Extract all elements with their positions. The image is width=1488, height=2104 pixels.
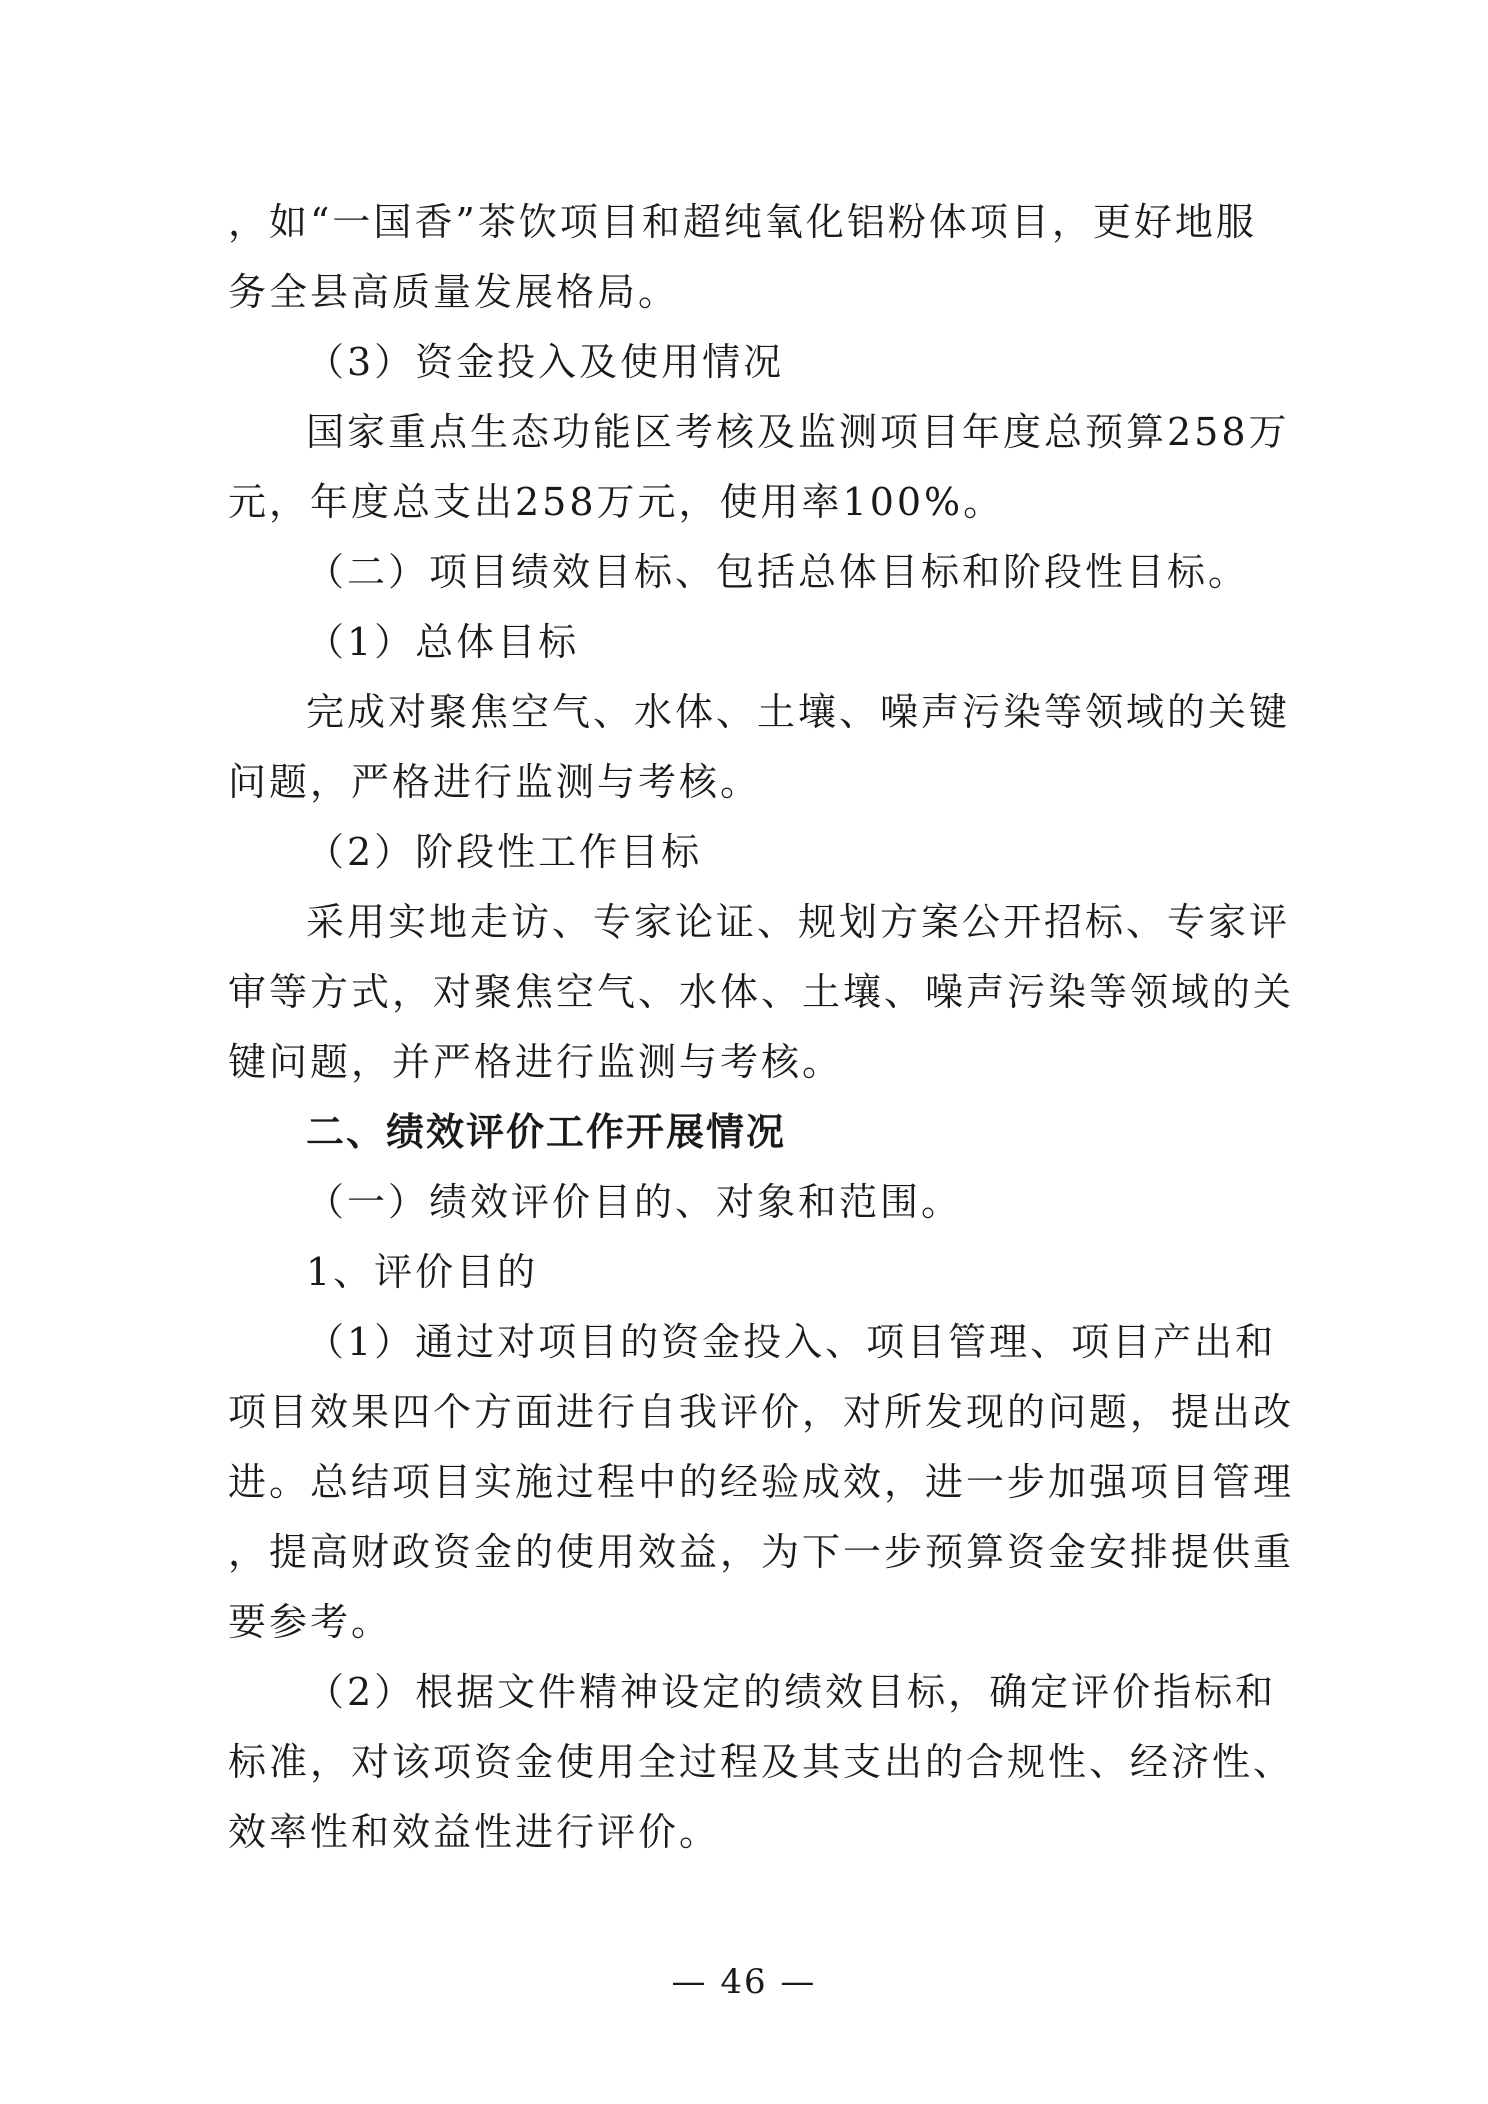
paragraph-line: 标准，对该项资金使用全过程及其支出的合规性、经济性、 (228, 1740, 1295, 1784)
paragraph-line: 要参考。 (228, 1600, 393, 1644)
paragraph-line: ，如“一国香”茶饮项目和超纯氧化铝粉体项目，更好地服 (228, 200, 1257, 244)
paragraph-line: （1）通过对项目的资金投入、项目管理、项目产出和 (306, 1320, 1277, 1364)
subsection-heading: 1、评价目的 (306, 1250, 539, 1294)
paragraph-line: 国家重点生态功能区考核及监测项目年度总预算258万 (306, 410, 1290, 454)
section-heading: 二、绩效评价工作开展情况 (306, 1110, 787, 1154)
subsection-heading: （3）资金投入及使用情况 (306, 340, 785, 384)
paragraph-line: 务全县高质量发展格局。 (228, 270, 680, 314)
paragraph-line: 完成对聚焦空气、水体、土壤、噪声污染等领域的关键 (306, 690, 1291, 734)
subsection-heading: （1）总体目标 (306, 620, 580, 664)
subsection-heading: （一）绩效评价目的、对象和范围。 (306, 1180, 963, 1224)
paragraph-line: 问题，严格进行监测与考核。 (228, 760, 762, 804)
paragraph-line: 元，年度总支出258万元，使用率100%。 (228, 480, 1005, 524)
paragraph-line: 效率性和效益性进行评价。 (228, 1810, 721, 1854)
paragraph-line: ，提高财政资金的使用效益，为下一步预算资金安排提供重 (228, 1530, 1295, 1574)
subsection-heading: （2）阶段性工作目标 (306, 830, 703, 874)
paragraph-line: 进。总结项目实施过程中的经验成效，进一步加强项目管理 (228, 1460, 1295, 1504)
paragraph-line: 项目效果四个方面进行自我评价，对所发现的问题，提出改 (228, 1390, 1295, 1434)
subsection-heading: （二）项目绩效目标、包括总体目标和阶段性目标。 (306, 550, 1250, 594)
paragraph-line: 键问题，并严格进行监测与考核。 (228, 1040, 844, 1084)
page-number: — 46 — (671, 1962, 817, 2002)
paragraph-line: （2）根据文件精神设定的绩效目标，确定评价指标和 (306, 1670, 1277, 1714)
paragraph-line: 审等方式，对聚焦空气、水体、土壤、噪声污染等领域的关 (228, 970, 1295, 1014)
paragraph-line: 采用实地走访、专家论证、规划方案公开招标、专家评 (306, 900, 1291, 944)
